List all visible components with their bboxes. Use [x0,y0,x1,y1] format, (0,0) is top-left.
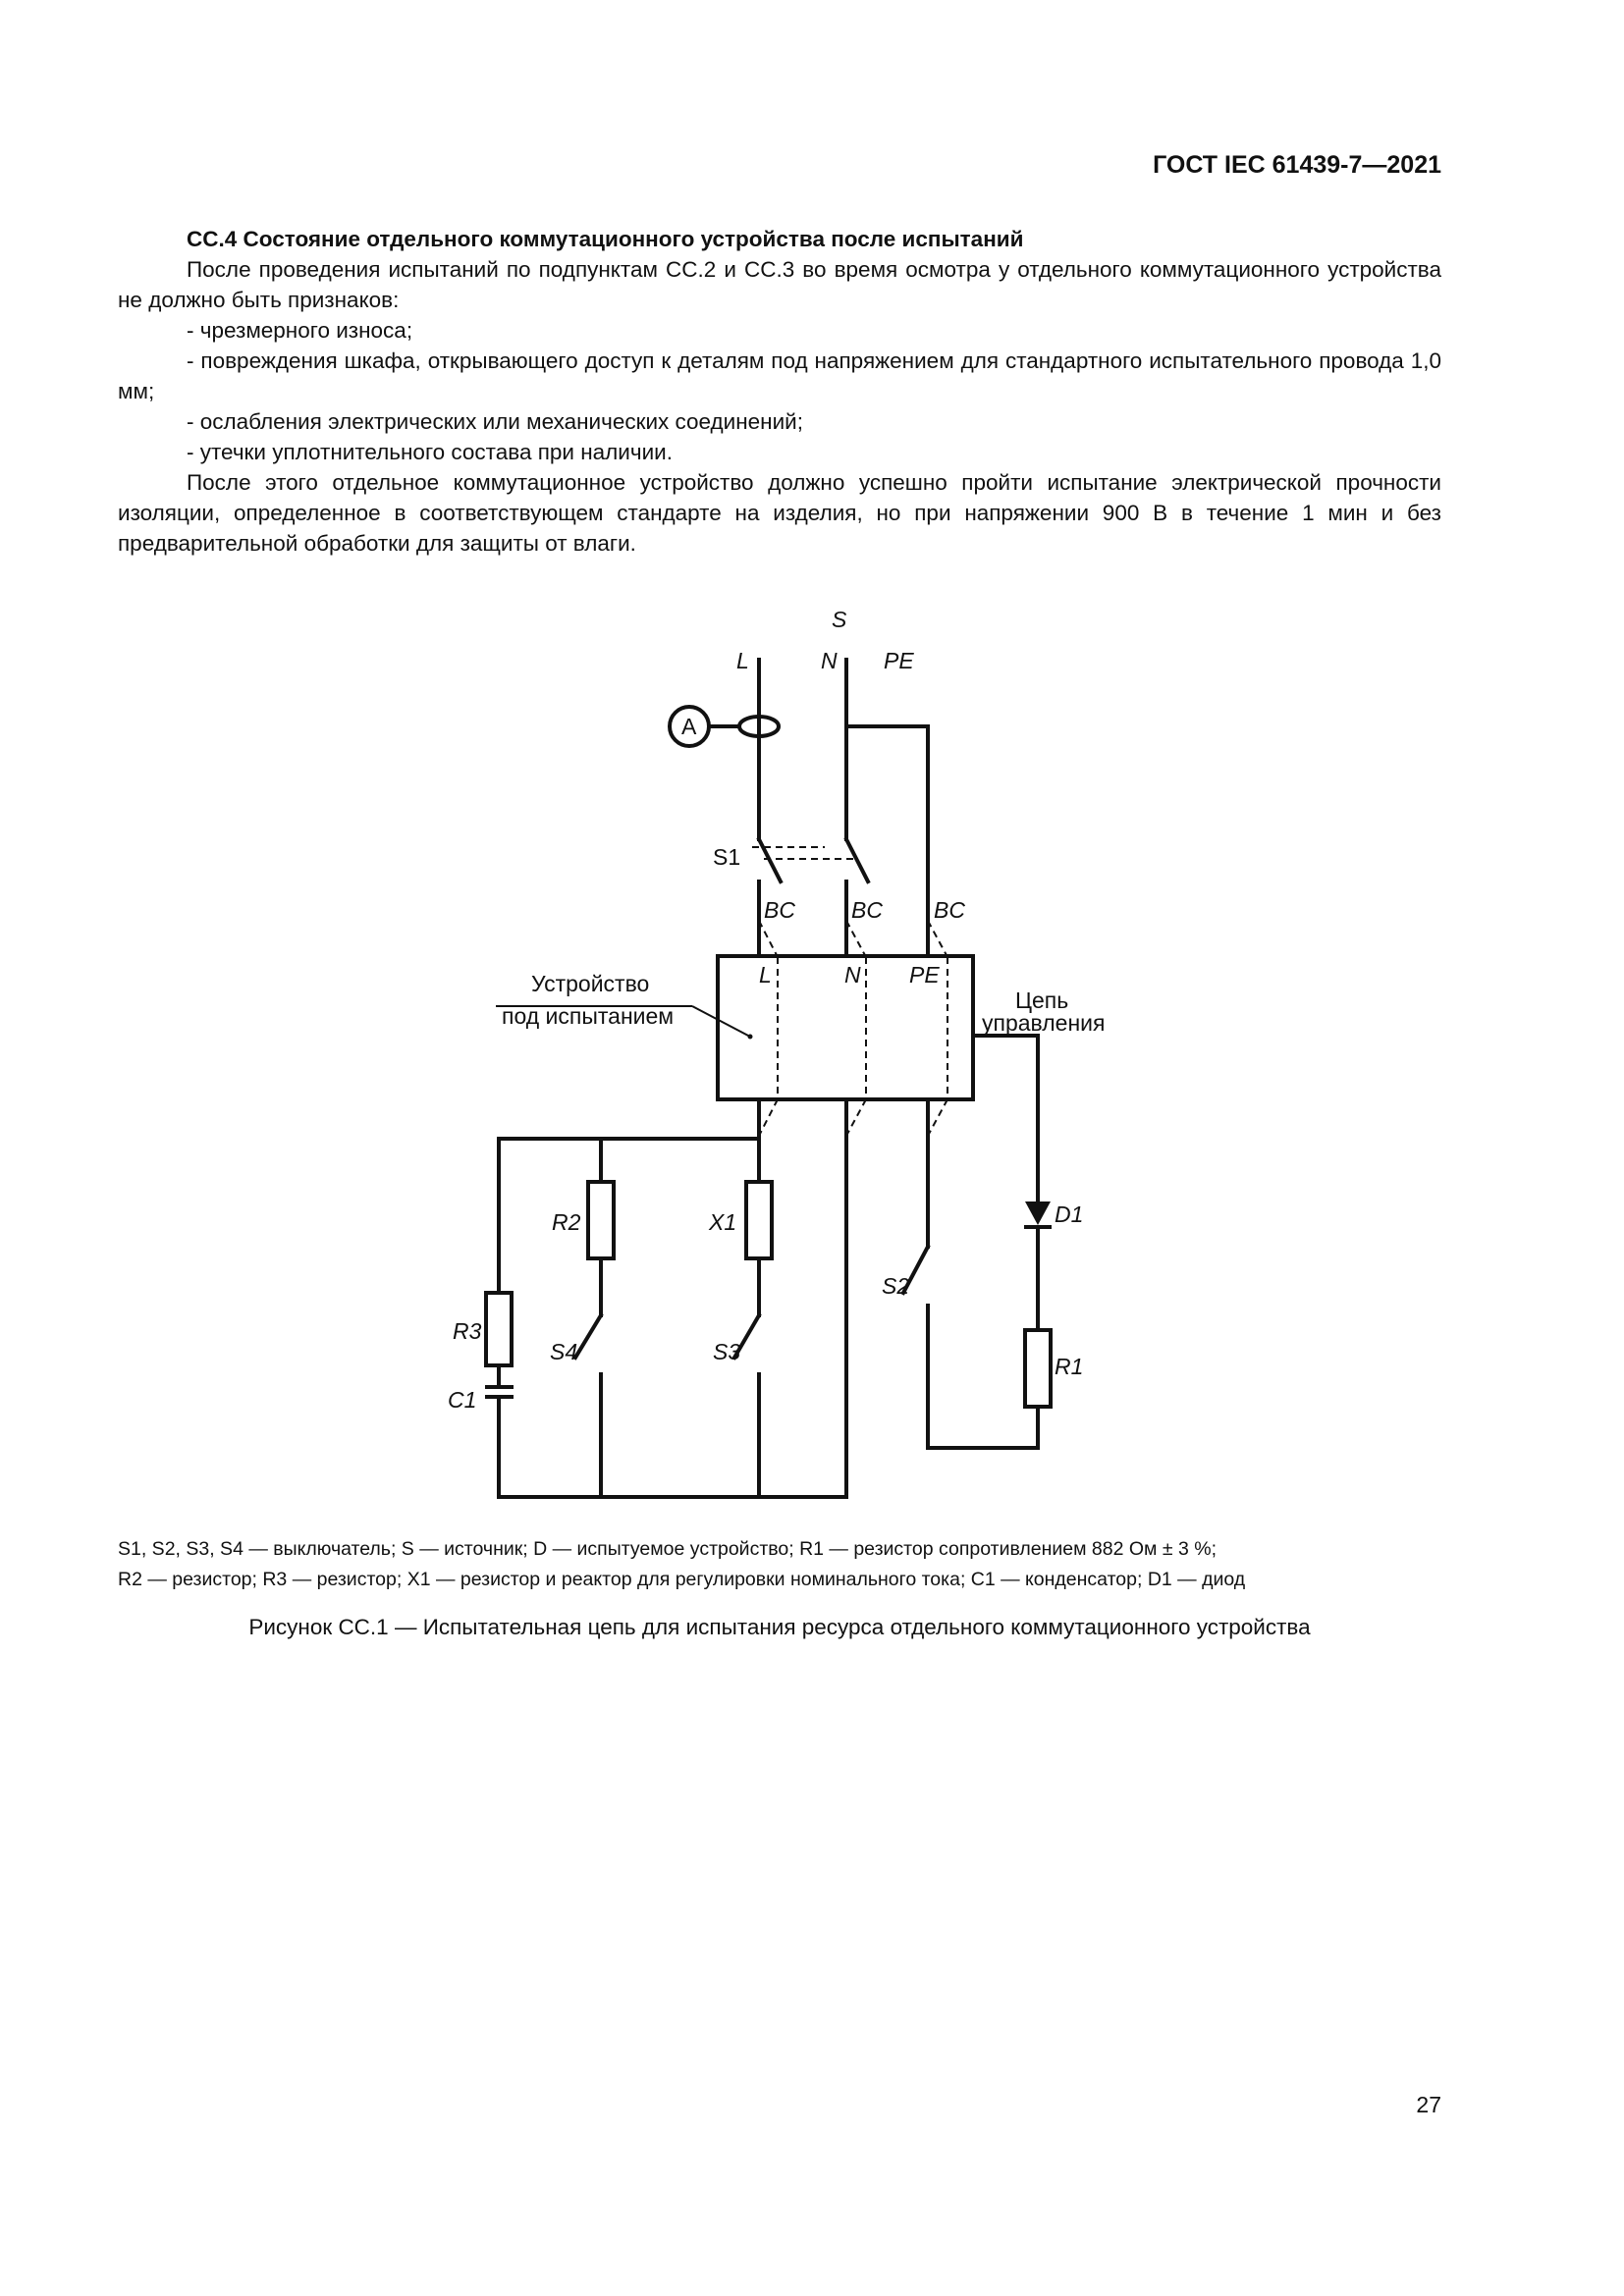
d1-label: D1 [1055,1201,1084,1227]
legend-line: S1, S2, S3, S4 — выключатель; S — источник; D — испытуемое устройство; R1 — резистор сопротивлением 882 Ом ± 3 %; [118,1538,1218,1560]
s4-label: S4 [550,1339,578,1364]
bc-label: BC [934,897,965,923]
r1-label: R1 [1055,1354,1084,1379]
line-label: L [736,648,749,673]
section-heading: CC.4 Состояние отдельного коммутационного устройства после испытаний [187,227,1024,251]
section-intro: После проведения испытаний по подпунктам СС.2 и СС.3 во время осмотра у отдельного коммутационного устройства не должно быть признаков: [118,257,1441,312]
list-item: - ослабления электрических или механических соединений; [187,409,804,434]
r3-label: R3 [453,1318,482,1344]
device-l-label: L [759,962,772,988]
s1-label: S1 [713,844,741,870]
legend-line: R2 — резистор; R3 — резистор; X1 — резистор и реактор для регулировки номинального тока; C1 — конденсатор; D1 — диод [118,1569,1246,1590]
list-item: - повреждения шкафа, открывающего доступ к деталям под напряжением для стандартного испытательного провода 1,0 мм; [118,348,1441,403]
device-label: под испытанием [502,1003,675,1029]
device-n-label: N [844,962,861,988]
s3-label: S3 [713,1339,741,1364]
section-conclusion: После этого отдельное коммутационное устройство должно успешно пройти испытание электрической прочности изоляции, определенное в соответствующем стандарте на изделия, но при напряжении 900 В в течение 1 мин и без предварительной обработки для защиты от влаги. [118,470,1441,556]
s2-label: S2 [882,1273,910,1299]
page-number: 27 [1416,2092,1441,2117]
pe-label: PE [884,648,914,673]
figure-caption: Рисунок СС.1 — Испытательная цепь для испытания ресурса отдельного коммутационного устройства [248,1615,1311,1639]
bc-label: BC [851,897,883,923]
x1-label: X1 [709,1209,737,1235]
source-label: S [832,607,847,632]
c1-label: C1 [448,1387,477,1413]
device-pe-label: PE [909,962,940,988]
control-circuit-label: Цепь [1015,988,1069,1013]
bc-label: BC [764,897,795,923]
control-circuit-label: управления [982,1010,1106,1036]
ammeter-label: A [681,714,697,739]
figure-legend [118,1534,1441,1595]
document-header: ГОСТ IEC 61439-7—2021 [1153,151,1441,179]
list-item: - чрезмерного износа; [187,318,413,343]
r2-label: R2 [552,1209,581,1235]
list-item: - утечки уплотнительного состава при наличии. [187,440,673,464]
device-label: Устройство [531,971,650,996]
neutral-label: N [821,648,838,673]
